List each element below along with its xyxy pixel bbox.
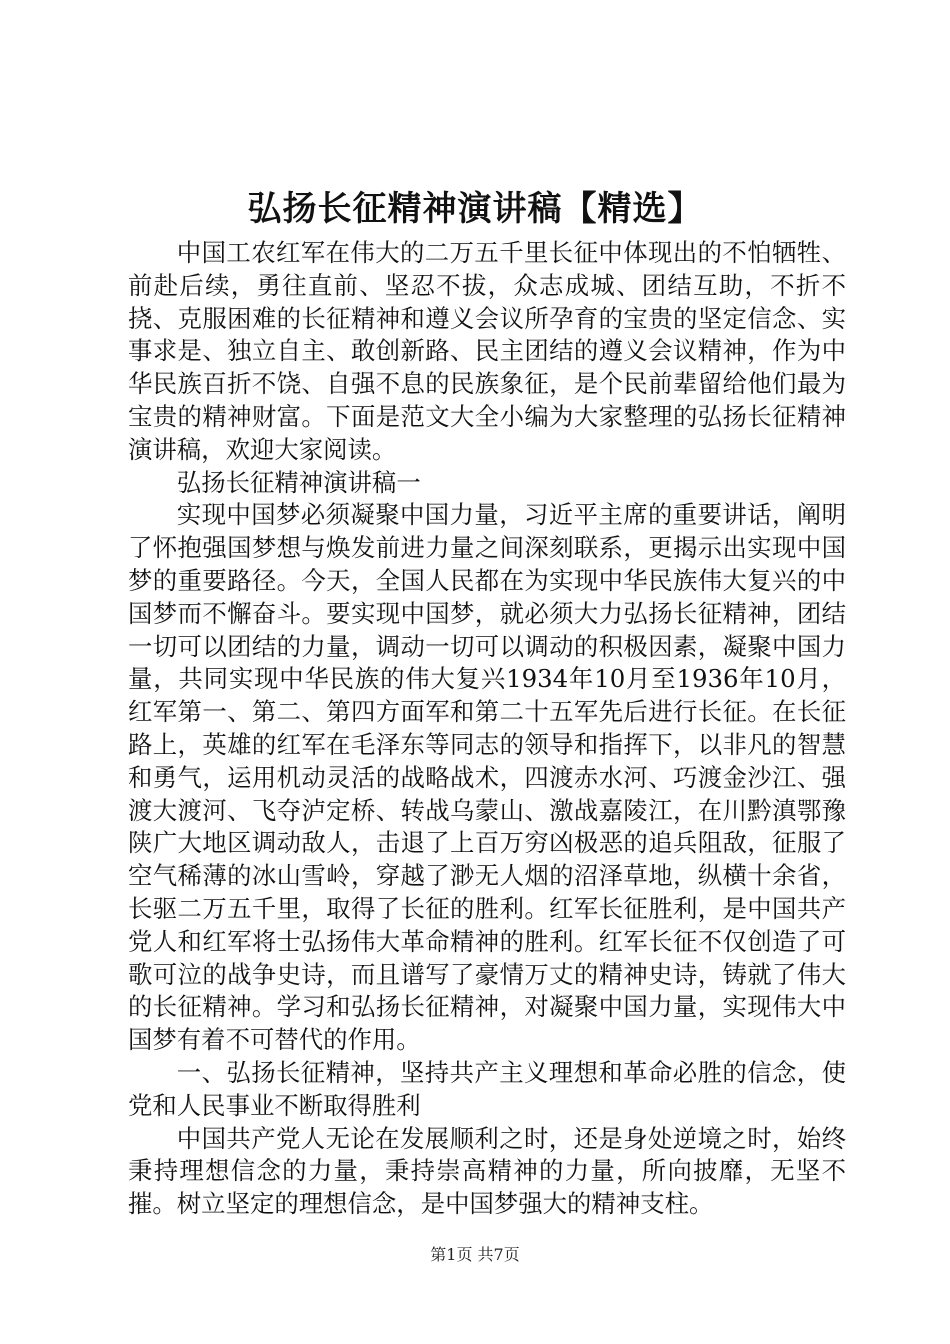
section-heading: 弘扬长征精神演讲稿一 [176, 467, 421, 497]
document-title: 弘扬长征精神演讲稿【精选】 [247, 189, 703, 229]
body-paragraph: 实现中国梦必须凝聚中国力量，习近平主席的重要讲话，阐明了怀抱强国梦想与焕发前进力量之间深刻联系，更揭示出实现中国梦的重要路径。今天，全国人民都在为实现中华民族伟大复兴的中国梦而不懈奋斗。要实现中国梦，就必须大力弘扬长征精神，团结一切可以团结的力量，调动一切可以调动的积极因素，凝聚中国力量，共同实现中华民族的伟大复兴1934年10月至1936年10月，红军第一、第二、第四方面军和第二十五军先后进行长征。在长征路上，英雄的红军在毛泽东等同志的领导和指挥下，以非凡的智慧和勇气，运用机动灵活的战略战术，四渡赤水河、巧渡金沙江、强渡大渡河、飞夺泸定桥、转战乌蒙山、激战嘉陵江，在川黔滇鄂豫陕广大地区调动敌人，击退了上百万穷凶极恶的追兵阻敌，征服了空气稀薄的冰山雪岭，穿越了渺无人烟的沼泽草地，纵横十余省，长驱二万五千里，取得了长征的胜利。红军长征胜利，是中国共产党人和红军将士弘扬伟大革命精神的胜利。红军长征不仅创造了可歌可泣的战争史诗，而且谱写了豪情万丈的精神史诗，铸就了伟大的长征精神。学习和弘扬长征精神，对凝聚中国力量，实现伟大中国梦有着不可替代的作用。 [128, 500, 846, 1055]
document-body [128, 237, 846, 1221]
subsection-heading: 一、弘扬长征精神，坚持共产主义理想和革命必胜的信念，使党和人民事业不断取得胜利 [128, 1057, 846, 1120]
body-paragraph: 中国共产党人无论在发展顺利之时，还是身处逆境之时，始终秉持理想信念的力量，秉持崇高精神的力量，所向披靡，无坚不摧。树立坚定的理想信念，是中国梦强大的精神支柱。 [128, 1123, 846, 1219]
page-number-footer: 第1页 共7页 [430, 1245, 520, 1264]
intro-paragraph: 中国工农红军在伟大的二万五千里长征中体现出的不怕牺牲、前赴后续，勇往直前、坚忍不拔，众志成城、团结互助，不折不挠、克服困难的长征精神和遵义会议所孕育的宝贵的坚定信念、实事求是、独立自主、敢创新路、民主团结的遵义会议精神，作为中华民族百折不饶、自强不息的民族象征，是个民前辈留给他们最为宝贵的精神财富。下面是范文大全小编为大家整理的弘扬长征精神演讲稿，欢迎大家阅读。 [128, 238, 846, 464]
